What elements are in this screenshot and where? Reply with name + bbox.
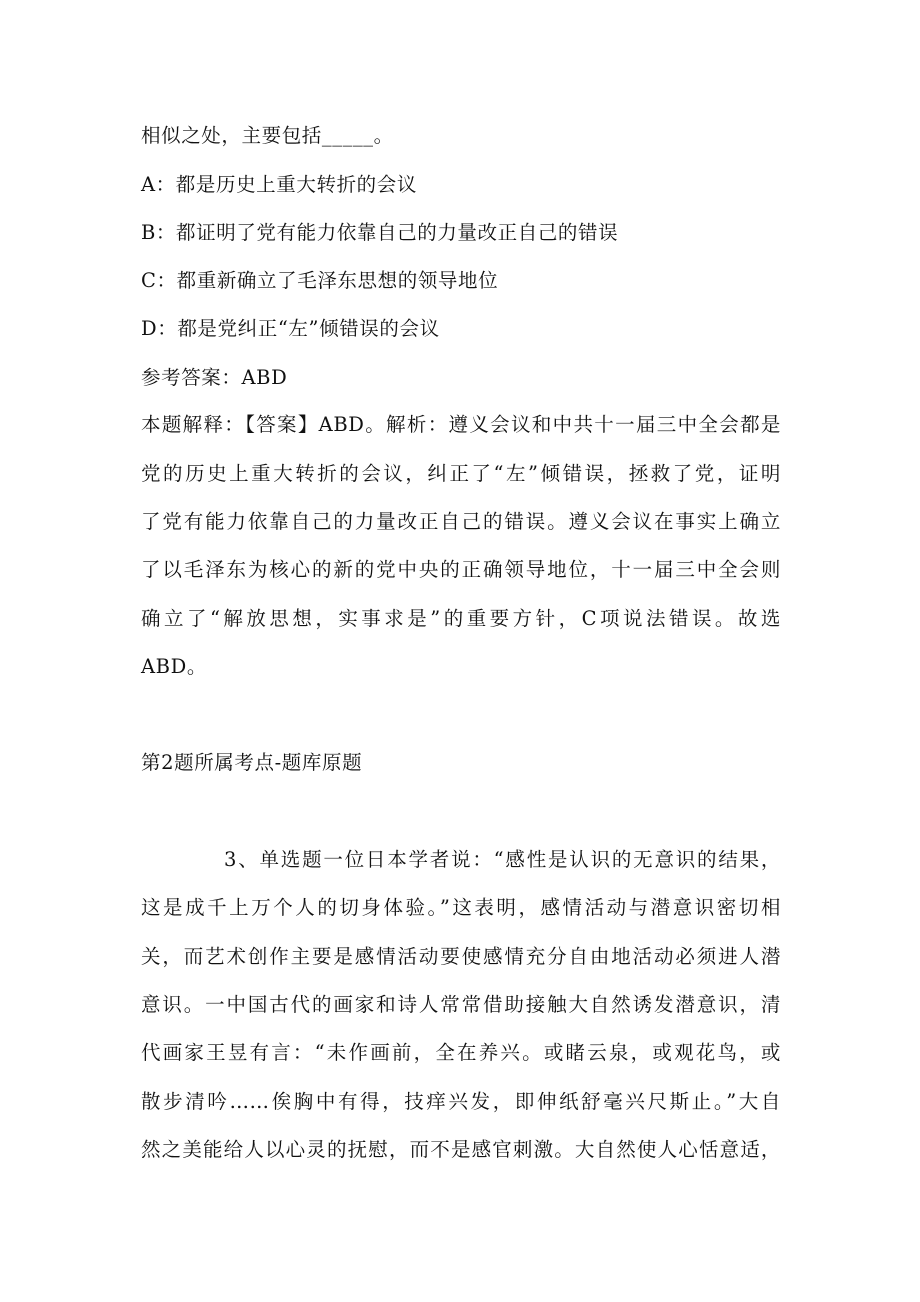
question3-line: 然之美能给人以心灵的抚慰，而不是感官刺激。大自然使人心恬意适， [141, 1138, 781, 1161]
question3-line: 意识。一中国古代的画家和诗人常常借助接触大自然诱发潜意识，清 [141, 993, 781, 1016]
explanation-line: 党的历史上重大转折的会议，纠正了“左”倾错误，拯救了党，证明 [141, 462, 781, 485]
reference-answer: 参考答案：ABD [141, 366, 288, 389]
question1-stem-tail: 相似之处，主要包括_____。 [141, 124, 394, 147]
question3-line: 这是成千上万个人的切身体验。”这表明，感情活动与潜意识密切相 [141, 896, 781, 919]
explanation-line: 了以毛泽东为核心的新的党中央的正确领导地位，十一届三中全会则 [141, 558, 781, 581]
explanation-line: 确立了“解放思想，实事求是”的重要方针，C项说法错误。故选 [141, 607, 781, 630]
question3-line: 代画家王昱有言：“未作画前，全在养兴。或睹云泉，或观花鸟，或 [141, 1041, 781, 1064]
option-c: C：都重新确立了毛泽东思想的领导地位 [141, 269, 499, 292]
question3-line: 散步清吟……俟胸中有得，技痒兴发，即伸纸舒毫兴尺斯止。”大自 [141, 1090, 781, 1113]
option-b: B：都证明了党有能力依靠自己的力量改正自己的错误 [141, 221, 619, 244]
question3-line: 关，而艺术创作主要是感情活动要使感情充分自由地活动必须进人潜 [141, 945, 781, 968]
explanation-line: ABD。 [141, 655, 207, 678]
question3-line: 3、单选题一位日本学者说：“感性是认识的无意识的结果， [224, 848, 781, 871]
explanation-line: 本题解释：【答案】ABD。解析：遵义会议和中共十一届三中全会都是 [141, 413, 781, 436]
exam-point-heading: 第2题所属考点-题库原题 [141, 751, 363, 774]
option-d: D：都是党纠正“左”倾错误的会议 [141, 317, 440, 340]
option-a: A：都是历史上重大转折的会议 [141, 173, 417, 196]
explanation-line: 了党有能力依靠自己的力量改正自己的错误。遵义会议在事实上确立 [141, 510, 781, 533]
